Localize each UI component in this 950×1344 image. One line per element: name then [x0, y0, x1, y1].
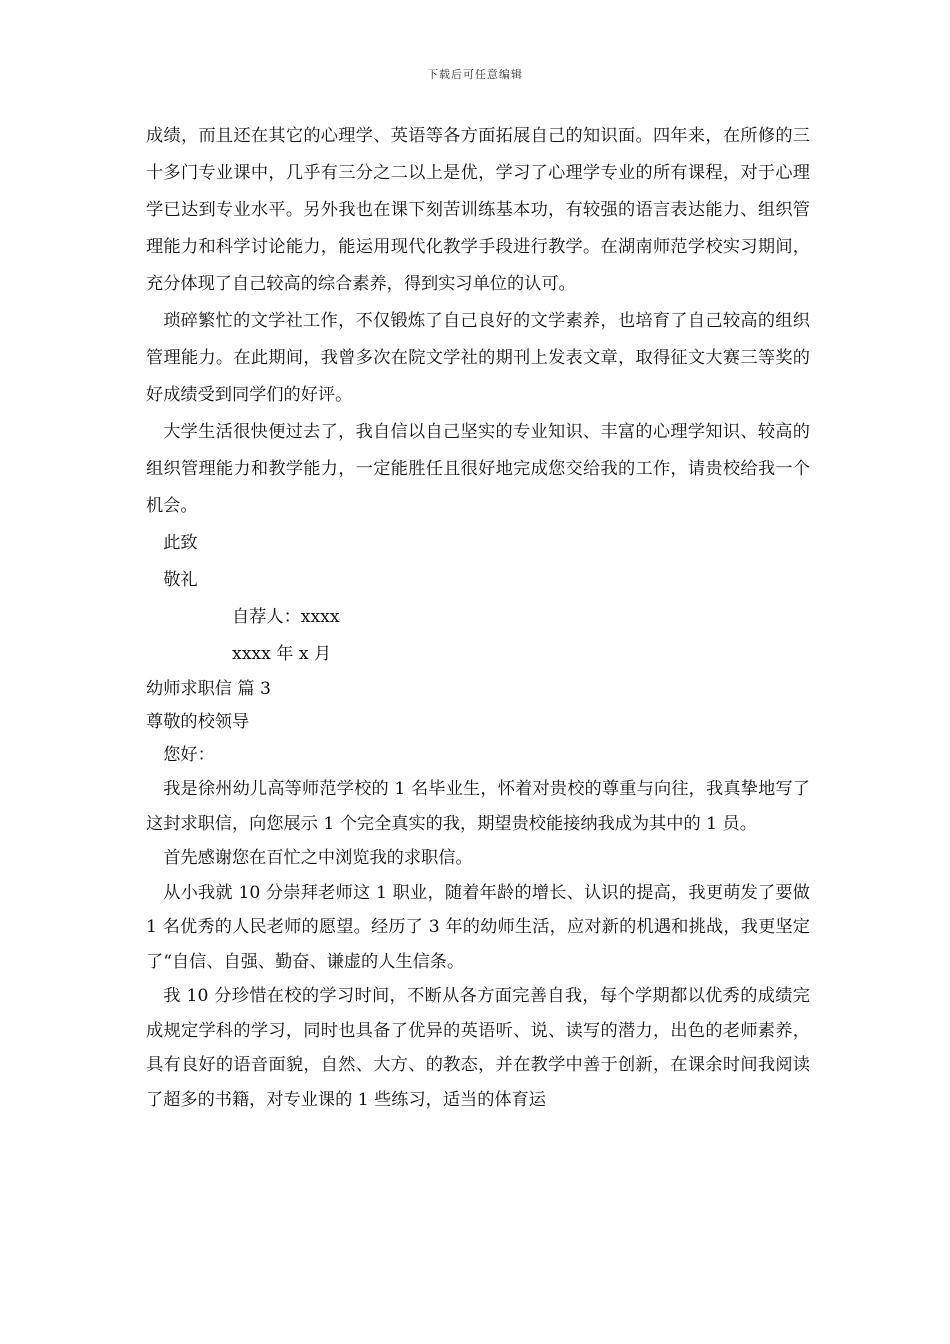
closing-line-2: 敬礼	[163, 570, 198, 590]
section-title: 幼师求职信 篇 3	[146, 679, 271, 699]
paragraph-study: 我 10 分珍惜在校的学习时间，不断从各方面完善自我，每个学期都以优秀的成绩完成规定学科的学习，同时也具备了优异的英语听、说、读写的潜力，出色的老师素养，具有良好的语音面貌，自然、大方、的教态，并在教学中善于创新，在课余时间我阅读了超多的书籍，对专业课的 1 些练习，适当的体育运	[146, 986, 810, 1110]
document-body	[146, 118, 810, 1117]
closing-line-1: 此致	[163, 533, 198, 553]
page-header-note: 下载后可任意编辑	[427, 68, 523, 81]
paragraph-achievements: 成绩，而且还在其它的心理学、英语等各方面拓展自己的知识面。四年来，在所修的三十多门专业课中，几乎有三分之二以上是优，学习了心理学专业的所有课程，对于心理学已达到专业水平。另外我也在课下刻苦训练基本功，有较强的语言表达能力、组织管理能力和科学讨论能力，能运用现代化教学手段进行教学。在湖南师范学校实习期间，充分体现了自己较高的综合素养，得到实习单位的认可。	[146, 126, 810, 294]
paragraph-motivation: 从小我就 10 分崇拜老师这 1 职业，随着年龄的增长、认识的提高，我更萌发了要做 1 名优秀的人民老师的愿望。经历了 3 年的幼师生活，应对新的机遇和挑战，我更坚定了“自信、自强、勤奋、谦虚的人生信条。	[146, 882, 810, 972]
signer-line: 自荐人：xxxx	[232, 607, 340, 627]
salutation: 尊敬的校领导	[146, 712, 250, 732]
date-line: xxxx 年 x 月	[232, 644, 332, 664]
paragraph-thanks: 首先感谢您在百忙之中浏览我的求职信。	[163, 848, 473, 868]
paragraph-literature-club: 琐碎繁忙的文学社工作，不仅锻炼了自己良好的文学素养，也培育了自己较高的组织管理能力。在此期间，我曾多次在院文学社的期刊上发表文章，取得征文大赛三等奖的好成绩受到同学们的好评。	[146, 311, 810, 405]
paragraph-introduction: 我是徐州幼儿高等师范学校的 1 名毕业生，怀着对贵校的尊重与向往，我真挚地写了这封求职信，向您展示 1 个完全真实的我，期望贵校能接纳我成为其中的 1 员。	[146, 779, 810, 834]
greeting: 您好：	[163, 745, 215, 765]
paragraph-conclusion: 大学生活很快便过去了，我自信以自己坚实的专业知识、丰富的心理学知识、较高的组织管理能力和教学能力，一定能胜任且很好地完成您交给我的工作，请贵校给我一个机会。	[146, 422, 810, 516]
